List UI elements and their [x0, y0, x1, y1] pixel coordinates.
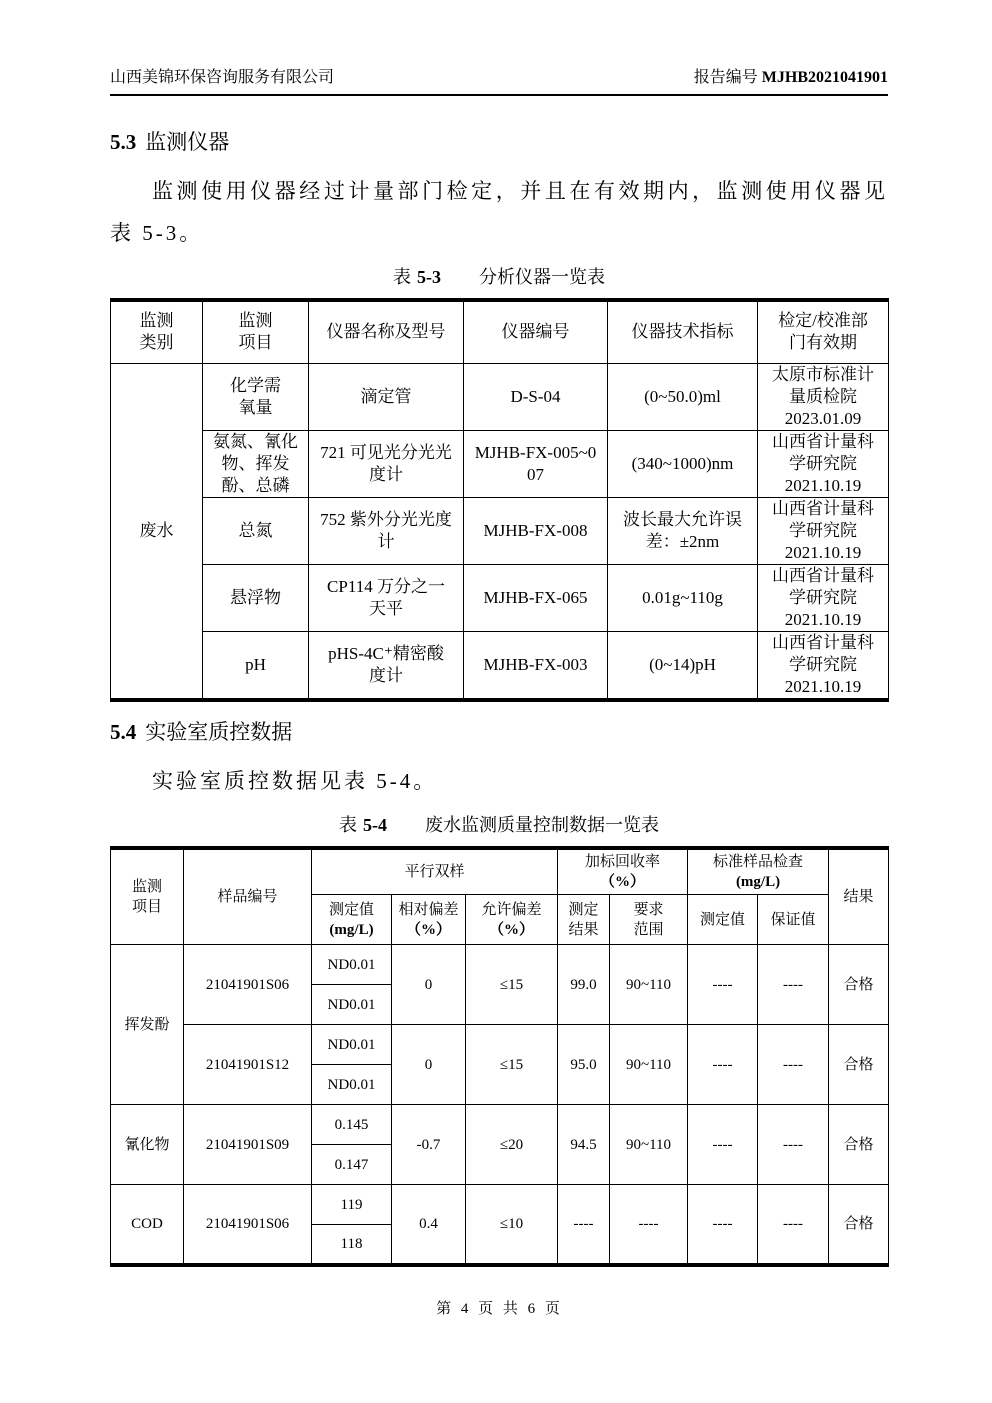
cell-instrument-code: MJHB-FX-003: [464, 631, 608, 700]
table-row: [111, 945, 889, 985]
cell-item: 氰化物: [111, 1105, 184, 1185]
calibration-date: 2021.10.19: [784, 542, 862, 562]
cell-item: 化学需氧量: [203, 363, 309, 430]
cell-result: 合格: [829, 1185, 889, 1265]
cell-instrument-name: 滴定管: [309, 363, 464, 430]
col-header-required-range: 要求范围: [610, 895, 688, 945]
cell-sample-id: 21041901S06: [184, 945, 312, 1025]
cell-relative-deviation: 0: [392, 1025, 466, 1105]
col-header-calibration: 检定/校准部门有效期: [758, 300, 889, 363]
col-header-item: 监测项目: [111, 848, 184, 945]
table-header-row: [111, 300, 889, 363]
col-header-relative-deviation: 相对偏差（%）: [392, 895, 466, 945]
col-header-spec: 仪器技术指标: [608, 300, 758, 363]
table-row: [111, 1185, 889, 1225]
cell-required-range: 90~110: [610, 1105, 688, 1185]
table-row: [111, 1025, 889, 1065]
table-row: [111, 497, 889, 564]
cell-sample-id: 21041901S09: [184, 1105, 312, 1185]
table-row: [111, 564, 889, 631]
cell-recovery-result: 95.0: [558, 1025, 610, 1105]
table-row: [111, 631, 889, 700]
table-5-3-caption-prefix: 表: [393, 267, 411, 287]
col-header-standard-check: 标准样品检查 (mg/L): [688, 848, 829, 895]
table-5-4-caption-number: 5-4: [363, 814, 387, 835]
table-5-3-caption-title: 分析仪器一览表: [479, 267, 605, 287]
col-header-instrument-code: 仪器编号: [464, 300, 608, 363]
cell-relative-deviation: 0.4: [392, 1185, 466, 1265]
cell-calibration: [758, 430, 889, 497]
qc-header-row-1: [111, 848, 889, 895]
table-row: [111, 363, 889, 430]
table-5-4-caption-prefix: 表: [339, 814, 357, 835]
cell-standard-measured: ----: [688, 1185, 758, 1265]
section-5-4-paragraph: 实验室质控数据见表 5-4。: [152, 768, 438, 793]
cell-standard-assured: ----: [758, 1025, 829, 1105]
cell-required-range: 90~110: [610, 1025, 688, 1105]
cell-recovery-result: 94.5: [558, 1105, 610, 1185]
section-5-3-title: 监测仪器: [145, 130, 230, 154]
cell-measured-value: ND0.01: [312, 945, 392, 985]
cell-standard-measured: ----: [688, 945, 758, 1025]
analysis-instruments-table: [110, 298, 889, 702]
cell-measured-value: ND0.01: [312, 1065, 392, 1105]
cell-instrument-code: D-S-04: [464, 363, 608, 430]
page-number: 第 4 页 共 6 页: [436, 1300, 562, 1317]
col-header-standard-assured: 保证值: [758, 895, 829, 945]
table-5-3-caption-number: 5-3: [417, 267, 441, 287]
cell-spec: (0~14)pH: [608, 631, 758, 700]
cell-result: 合格: [829, 1025, 889, 1105]
page-footer: [110, 1297, 888, 1318]
cell-allowed-deviation: ≤10: [466, 1185, 558, 1265]
cell-measured-value: 118: [312, 1225, 392, 1265]
calibration-org: 山西省计量科学研究院: [772, 498, 874, 540]
cell-item: 总氮: [203, 497, 309, 564]
calibration-date: 2021.10.19: [784, 475, 862, 495]
col-header-parallel-samples: 平行双样: [312, 848, 558, 895]
col-header-instrument-name: 仪器名称及型号: [309, 300, 464, 363]
cell-sample-id: 21041901S12: [184, 1025, 312, 1105]
col-header-allowed-deviation: 允许偏差（%）: [466, 895, 558, 945]
cell-result: 合格: [829, 945, 889, 1025]
cell-standard-measured: ----: [688, 1025, 758, 1105]
col-header-spike-recovery: 加标回收率 （%）: [558, 848, 688, 895]
col-header-standard-measured: 测定值: [688, 895, 758, 945]
section-5-4-heading: [110, 718, 888, 746]
col-header-category: 监测类别: [111, 300, 203, 363]
cell-calibration: [758, 564, 889, 631]
cell-calibration: [758, 363, 889, 430]
cell-relative-deviation: -0.7: [392, 1105, 466, 1185]
table-5-4-caption: [110, 812, 888, 838]
section-5-3-heading: [110, 128, 888, 156]
cell-category: 废水: [111, 363, 203, 700]
cell-measured-value: ND0.01: [312, 985, 392, 1025]
company-name: 山西美锦环保咨询服务有限公司: [110, 69, 335, 86]
col-header-item: 监测项目: [203, 300, 309, 363]
page-header: [110, 0, 888, 96]
col-header-measured-value: 测定值 (mg/L): [312, 895, 392, 945]
cell-measured-value: 0.145: [312, 1105, 392, 1145]
cell-spec: (340~1000)nm: [608, 430, 758, 497]
cell-item: 悬浮物: [203, 564, 309, 631]
cell-item: 挥发酚: [111, 945, 184, 1105]
cell-standard-assured: ----: [758, 1185, 829, 1265]
calibration-org: 山西省计量科学研究院: [772, 565, 874, 607]
cell-recovery-result: 99.0: [558, 945, 610, 1025]
cell-spec: 0.01g~110g: [608, 564, 758, 631]
table-5-4-caption-title: 废水监测质量控制数据一览表: [425, 814, 659, 835]
cell-allowed-deviation: ≤15: [466, 1025, 558, 1105]
cell-instrument-name: 721 可见光分光光度计: [309, 430, 464, 497]
cell-sample-id: 21041901S06: [184, 1185, 312, 1265]
cell-measured-value: 0.147: [312, 1145, 392, 1185]
cell-spec: (0~50.0)ml: [608, 363, 758, 430]
cell-measured-value: 119: [312, 1185, 392, 1225]
cell-instrument-name: pHS-4C⁺精密酸度计: [309, 631, 464, 700]
cell-measured-value: ND0.01: [312, 1025, 392, 1065]
cell-item: COD: [111, 1185, 184, 1265]
cell-standard-assured: ----: [758, 945, 829, 1025]
cell-spec: 波长最大允许误差：±2nm: [608, 497, 758, 564]
calibration-date: 2021.10.19: [784, 609, 862, 629]
report-number-value: MJHB2021041901: [761, 69, 888, 86]
section-5-3-number: 5.3: [110, 130, 137, 154]
cell-relative-deviation: 0: [392, 945, 466, 1025]
section-5-4-number: 5.4: [110, 719, 137, 744]
cell-calibration: [758, 631, 889, 700]
cell-required-range: 90~110: [610, 945, 688, 1025]
calibration-date: 2021.10.19: [784, 676, 862, 696]
report-number-label: 报告编号: [693, 69, 758, 86]
table-5-3-caption: [110, 264, 888, 290]
cell-allowed-deviation: ≤20: [466, 1105, 558, 1185]
cell-instrument-code: MJHB-FX-005~007: [464, 430, 608, 497]
cell-allowed-deviation: ≤15: [466, 945, 558, 1025]
cell-instrument-code: MJHB-FX-008: [464, 497, 608, 564]
cell-standard-assured: ----: [758, 1105, 829, 1185]
cell-instrument-name: CP114 万分之一天平: [309, 564, 464, 631]
calibration-org: 山西省计量科学研究院: [772, 632, 874, 674]
cell-recovery-result: ----: [558, 1185, 610, 1265]
cell-instrument-code: MJHB-FX-065: [464, 564, 608, 631]
cell-standard-measured: ----: [688, 1105, 758, 1185]
table-row: [111, 1105, 889, 1145]
table-row: [111, 430, 889, 497]
calibration-org: 山西省计量科学研究院: [772, 431, 874, 473]
cell-result: 合格: [829, 1105, 889, 1185]
section-5-3-paragraph: 监测使用仪器经过计量部门检定，并且在有效期内，监测使用仪器见表 5-3。: [110, 179, 888, 245]
cell-instrument-name: 752 紫外分光光度计: [309, 497, 464, 564]
col-header-recovery-result: 测定结果: [558, 895, 610, 945]
cell-calibration: [758, 497, 889, 564]
calibration-org: 太原市标准计量质检院: [772, 364, 874, 406]
cell-item: 氨氮、氰化物、挥发酚、总磷: [203, 430, 309, 497]
report-number: [694, 64, 888, 87]
cell-item: pH: [203, 631, 309, 700]
cell-required-range: ----: [610, 1185, 688, 1265]
qc-data-table: [110, 846, 889, 1267]
col-header-sample-id: 样品编号: [184, 848, 312, 945]
section-5-4-title: 实验室质控数据: [145, 719, 293, 744]
calibration-date: 2023.01.09: [784, 408, 862, 428]
col-header-result: 结果: [829, 848, 889, 945]
